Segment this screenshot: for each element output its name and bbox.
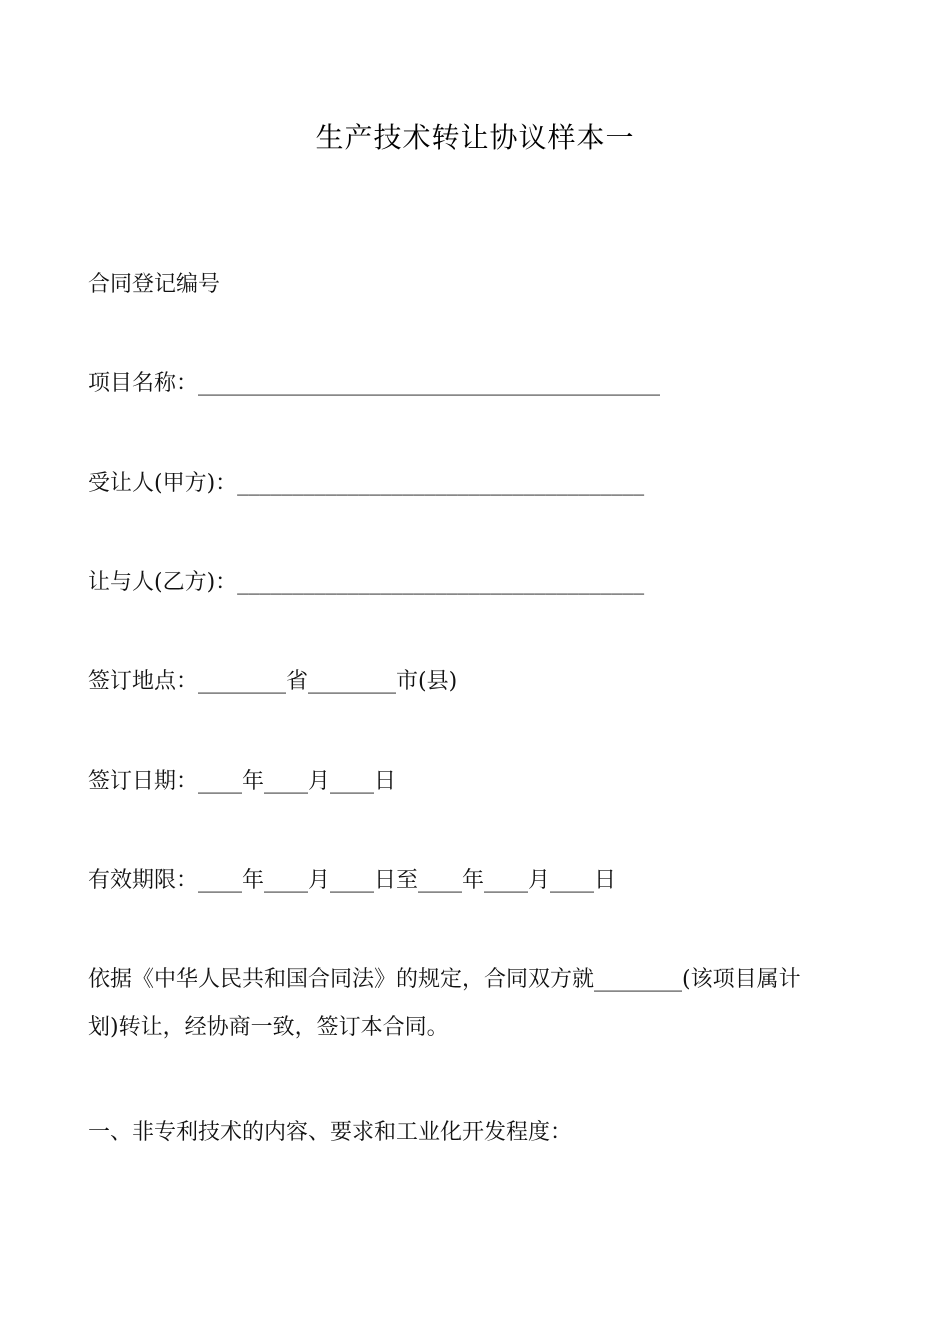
assignor-party-b-field: 让与人(乙方)：_____________________________________	[88, 570, 645, 595]
signing-place-field: 签订地点：________省________市(县)	[88, 669, 458, 694]
contract-basis-paragraph	[88, 965, 868, 1061]
project-name-field: 项目名称：__________________________________________	[88, 371, 661, 396]
validity-period-field: 有效期限：____年____月____日至____年____月____日	[88, 868, 617, 893]
contract-basis-line-1: 依据《中华人民共和国合同法》的规定，合同双方就________(该项目属计	[88, 967, 801, 992]
contract-registration-number: 合同登记编号	[88, 272, 221, 297]
section-1-heading: 一、非专利技术的内容、要求和工业化开发程度：	[88, 1120, 573, 1145]
signing-date-field: 签订日期：____年____月____日	[88, 769, 397, 794]
document-title: 生产技术转让协议样本一	[315, 121, 635, 154]
assignee-party-a-field: 受让人(甲方)：_____________________________________	[88, 471, 645, 496]
contract-basis-line-2: 划)转让，经协商一致，签订本合同。	[88, 1015, 449, 1040]
